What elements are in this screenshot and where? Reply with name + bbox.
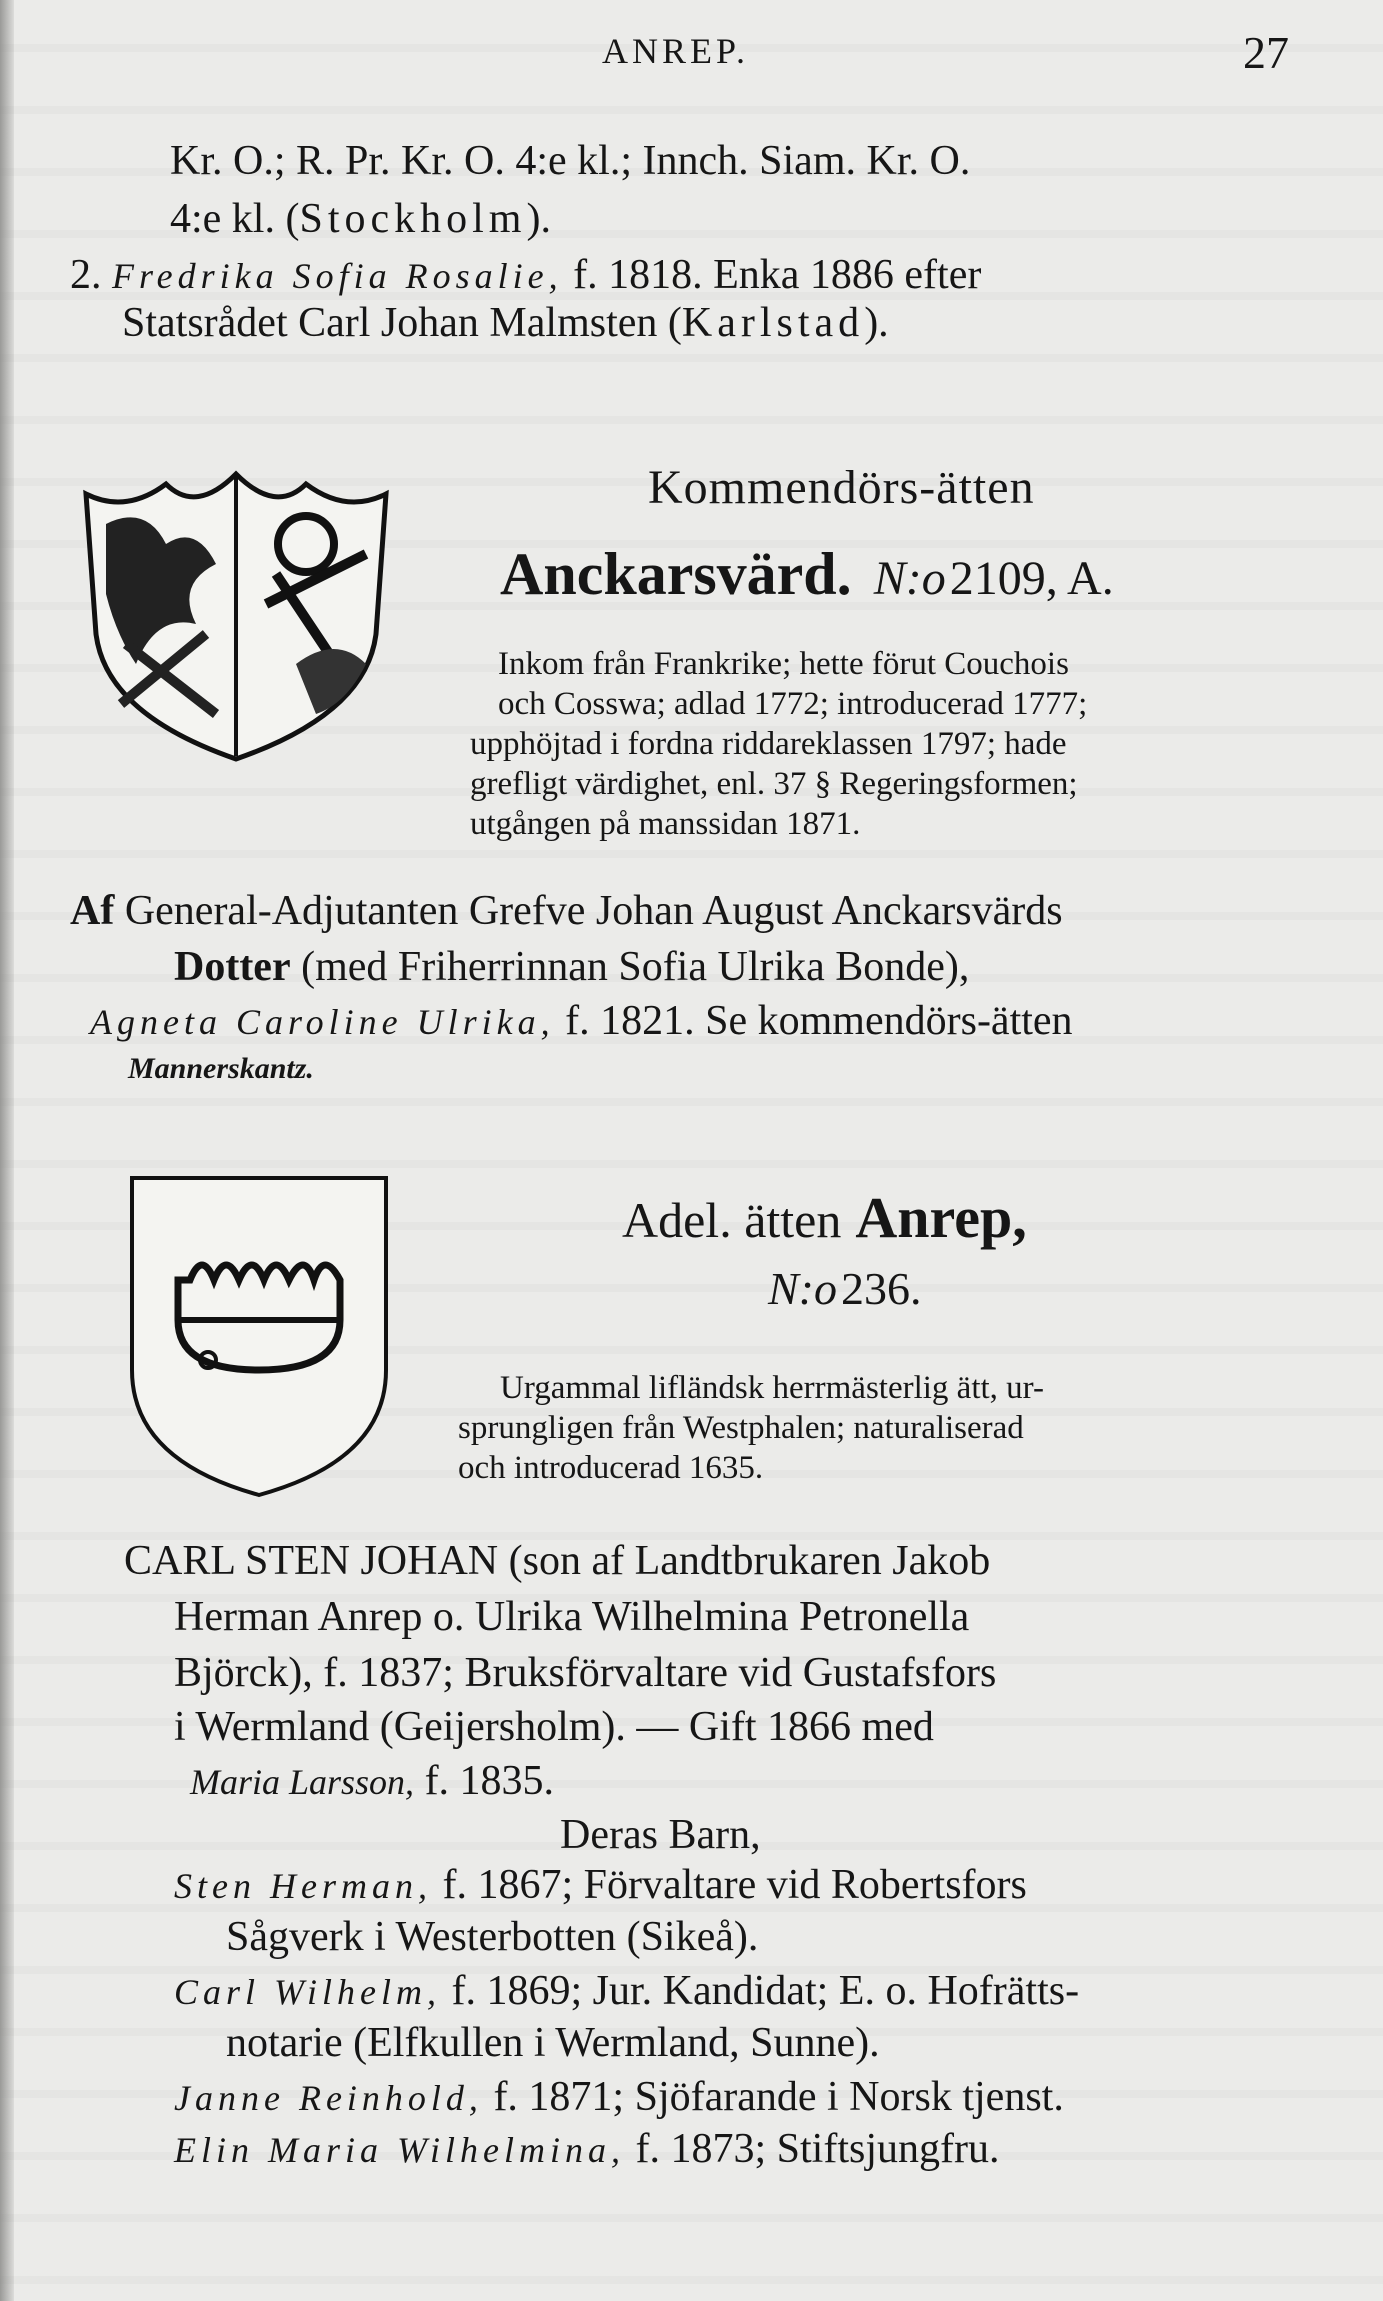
subheading: Deras Barn, <box>560 1812 761 1858</box>
text-line: Agneta Caroline Ulrika, f. 1821. Se kommendörs-ätten <box>90 998 1073 1044</box>
section-heading: Anckarsvärd. N:o 2109, A. <box>500 541 1114 607</box>
text-line: Maria Larsson, f. 1835. <box>190 1758 555 1804</box>
text-line: Elin Maria Wilhelmina, f. 1873; Stiftsjungfru. <box>174 2126 1000 2172</box>
description-line: grefligt värdighet, enl. 37 § Regeringsformen; <box>470 766 1078 802</box>
running-header: ANREP. <box>602 31 750 71</box>
description-line: sprungligen från Westphalen; naturaliserad <box>458 1410 1024 1446</box>
section-heading: Adel. ätten Anrep, <box>622 1185 1027 1250</box>
description-line: Urgammal lifländsk herrmästerlig ätt, ur- <box>500 1370 1044 1406</box>
text-line: Janne Reinhold, f. 1871; Sjöfarande i Norsk tjenst. <box>174 2074 1064 2120</box>
page-number: 27 <box>1243 27 1289 78</box>
description-line: och introducerad 1635. <box>458 1450 764 1486</box>
text-line: Dotter (med Friherrinnan Sofia Ulrika Bonde), <box>174 944 970 990</box>
text-line: Carl Wilhelm, f. 1869; Jur. Kandidat; E. o. Hofrätts- <box>174 1968 1080 2014</box>
description-line: Inkom från Frankrike; hette förut Couchois <box>498 646 1069 682</box>
description-line: och Cosswa; adlad 1772; introducerad 1777; <box>498 686 1088 722</box>
text-line: Sten Herman, f. 1867; Förvaltare vid Robertsfors <box>174 1862 1027 1908</box>
text-line: Af General-Adjutanten Grefve Johan August Anckarsvärds <box>70 888 1063 934</box>
coat-of-arms-icon <box>66 464 406 764</box>
section-heading: Kommendörs-ätten <box>648 461 1035 514</box>
text-line: Sågverk i Westerbotten (Sikeå). <box>226 1914 759 1960</box>
text-line: Statsrådet Carl Johan Malmsten (Karlstad). <box>122 300 889 346</box>
text-line: Kr. O.; R. Pr. Kr. O. 4:e kl.; Innch. Siam. Kr. O. <box>170 138 971 184</box>
text-line: 2. Fredrika Sofia Rosalie, f. 1818. Enka 1886 efter <box>70 252 982 298</box>
text-line: CARL STEN JOHAN (son af Landtbrukaren Jakob <box>124 1538 991 1584</box>
text-line: 4:e kl. (Stockholm). <box>170 196 551 242</box>
section-heading: N:o 236. <box>768 1263 922 1314</box>
text-line: i Wermland (Geijersholm). — Gift 1866 med <box>174 1704 934 1750</box>
text-line: Mannerskantz. <box>128 1052 314 1085</box>
description-line: utgången på manssidan 1871. <box>470 806 861 842</box>
text-line: notarie (Elfkullen i Wermland, Sunne). <box>226 2020 880 2066</box>
coat-of-arms-icon <box>124 1170 394 1500</box>
text-line: Björck), f. 1837; Bruksförvaltare vid Gustafsfors <box>174 1650 997 1696</box>
description-line: upphöjtad i fordna riddareklassen 1797; hade <box>470 726 1067 762</box>
text-line: Herman Anrep o. Ulrika Wilhelmina Petronella <box>174 1594 970 1640</box>
